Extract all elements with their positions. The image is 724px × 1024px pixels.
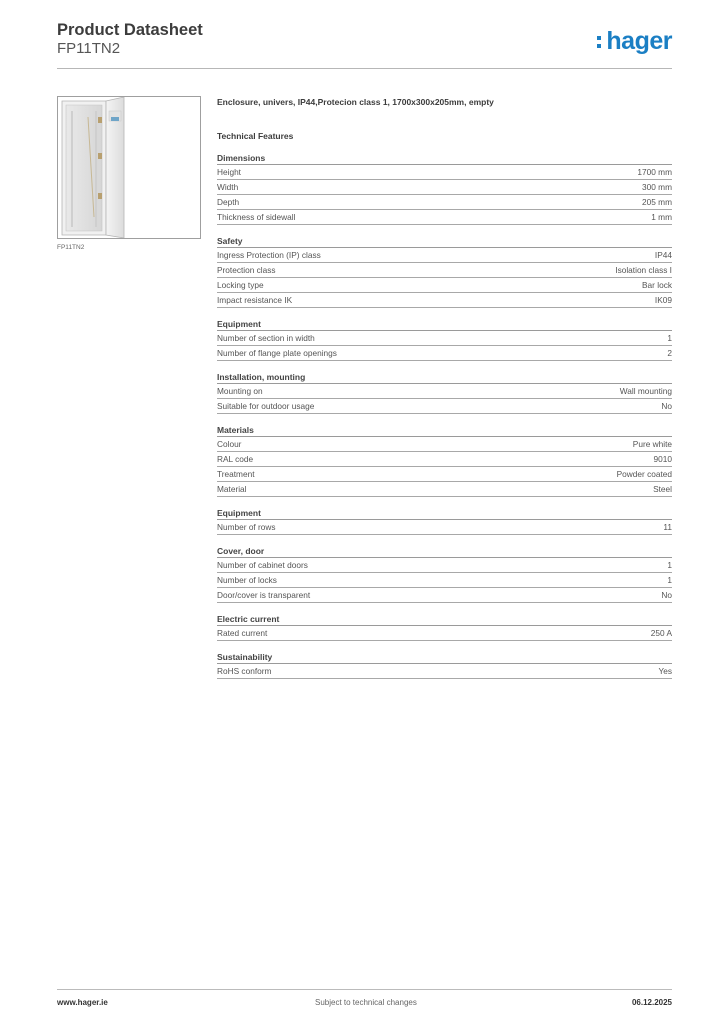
feature-value: Pure white	[632, 439, 672, 449]
datasheet-content	[217, 96, 672, 679]
feature-value: 205 mm	[642, 197, 672, 207]
feature-value: No	[661, 401, 672, 411]
feature-row	[217, 626, 672, 641]
feature-label: Door/cover is transparent	[217, 590, 311, 600]
feature-section	[217, 371, 672, 414]
feature-value: 1 mm	[651, 212, 672, 222]
feature-value: 1700 mm	[637, 167, 672, 177]
footer-date: 06.12.2025	[631, 998, 672, 1007]
feature-value: 1	[667, 560, 672, 570]
feature-value: Isolation class I	[615, 265, 672, 275]
footer-website-link[interactable]: www.hager.ie	[57, 998, 108, 1007]
feature-value: IK09	[654, 295, 672, 305]
feature-value: 300 mm	[642, 182, 672, 192]
logo-dots-icon	[597, 36, 601, 50]
logo-text: hager	[606, 27, 672, 55]
section-title: Equipment	[217, 507, 672, 520]
feature-label: Number of section in width	[217, 333, 315, 343]
feature-label: Height	[217, 167, 241, 177]
feature-value: IP44	[654, 250, 672, 260]
footer-notice: Subject to technical changes	[315, 998, 417, 1007]
feature-sections	[217, 152, 672, 679]
feature-row	[217, 384, 672, 399]
section-title: Installation, mounting	[217, 371, 672, 384]
feature-row	[217, 588, 672, 603]
feature-row	[217, 180, 672, 195]
section-title: Dimensions	[217, 152, 672, 165]
feature-row	[217, 165, 672, 180]
feature-label: Impact resistance IK	[217, 295, 293, 305]
section-title: Cover, door	[217, 545, 672, 558]
feature-label: Number of locks	[217, 575, 277, 585]
feature-row	[217, 331, 672, 346]
feature-label: Protection class	[217, 265, 276, 275]
feature-section	[217, 235, 672, 308]
feature-value: Yes	[658, 666, 672, 676]
feature-value: 9010	[653, 454, 672, 464]
feature-value: 1	[667, 333, 672, 343]
feature-section	[217, 507, 672, 535]
feature-value: Bar lock	[642, 280, 672, 290]
feature-label: Number of rows	[217, 522, 276, 532]
feature-row	[217, 399, 672, 414]
product-description: Enclosure, univers, IP44,Protecion class 1, 1700x300x205mm, empty	[217, 97, 494, 107]
section-title: Safety	[217, 235, 672, 248]
feature-section	[217, 613, 672, 641]
feature-row	[217, 293, 672, 308]
feature-label: Mounting on	[217, 386, 263, 396]
feature-label: Number of flange plate openings	[217, 348, 337, 358]
hager-logo[interactable]	[606, 27, 672, 56]
feature-row	[217, 520, 672, 535]
product-image	[57, 96, 201, 239]
feature-value: 2	[667, 348, 672, 358]
feature-value: No	[661, 590, 672, 600]
feature-row	[217, 437, 672, 452]
product-code: FP11TN2	[57, 40, 121, 57]
feature-label: RoHS conform	[217, 666, 272, 676]
enclosure-image-icon	[58, 97, 200, 238]
feature-section	[217, 651, 672, 679]
feature-label: Locking type	[217, 280, 264, 290]
feature-row	[217, 573, 672, 588]
feature-section	[217, 424, 672, 497]
feature-row	[217, 482, 672, 497]
feature-row	[217, 263, 672, 278]
feature-label: Width	[217, 182, 239, 192]
feature-row	[217, 195, 672, 210]
feature-label: Number of cabinet doors	[217, 560, 308, 570]
image-caption: FP11TN2	[57, 244, 85, 251]
feature-label: Rated current	[217, 628, 268, 638]
feature-value: 1	[667, 575, 672, 585]
feature-value: Wall mounting	[619, 386, 672, 396]
feature-label: Depth	[217, 197, 240, 207]
section-title: Materials	[217, 424, 672, 437]
feature-row	[217, 452, 672, 467]
feature-row	[217, 664, 672, 679]
section-title: Sustainability	[217, 651, 672, 664]
technical-features-heading: Technical Features	[217, 131, 294, 141]
feature-value: Powder coated	[616, 469, 672, 479]
feature-section	[217, 318, 672, 361]
feature-label: Treatment	[217, 469, 255, 479]
header-divider	[57, 68, 672, 69]
feature-value: 250 A	[650, 628, 672, 638]
feature-label: Ingress Protection (IP) class	[217, 250, 321, 260]
feature-row	[217, 346, 672, 361]
feature-row	[217, 467, 672, 482]
feature-label: Colour	[217, 439, 242, 449]
feature-row	[217, 278, 672, 293]
feature-row	[217, 558, 672, 573]
section-title: Equipment	[217, 318, 672, 331]
section-title: Electric current	[217, 613, 672, 626]
feature-section	[217, 152, 672, 225]
feature-label: Thickness of sidewall	[217, 212, 296, 222]
feature-row	[217, 210, 672, 225]
feature-value: 11	[663, 522, 672, 532]
footer-divider	[57, 989, 672, 990]
page-title: Product Datasheet	[57, 21, 203, 39]
feature-row	[217, 248, 672, 263]
feature-label: RAL code	[217, 454, 254, 464]
feature-label: Material	[217, 484, 247, 494]
feature-section	[217, 545, 672, 603]
feature-value: Steel	[653, 484, 672, 494]
feature-label: Suitable for outdoor usage	[217, 401, 315, 411]
